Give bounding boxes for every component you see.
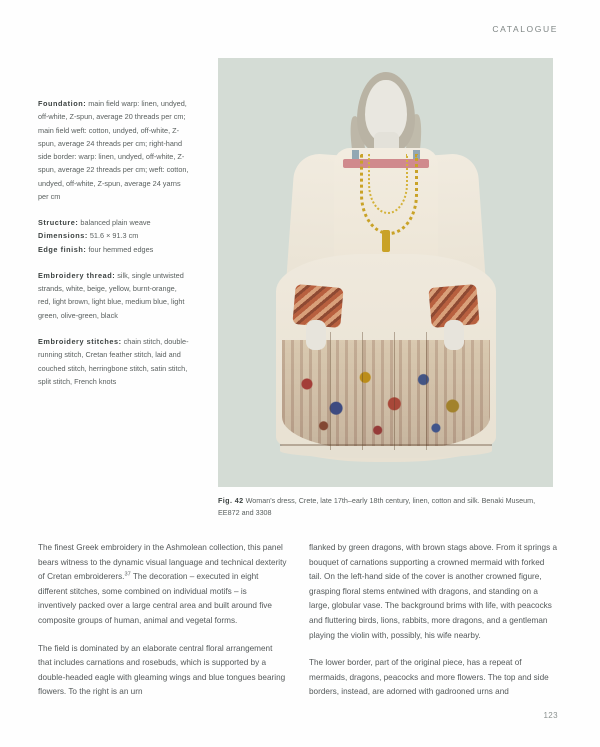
skirt-pleat [426, 332, 428, 450]
spec-value-embroidery-stitches: chain stitch, double-running stitch, Cretan feather stitch, laid and couched stitch, herringbone stitch, satin stitch, split stitch, French knots [38, 336, 189, 386]
spec-label-dimensions: Dimensions: [38, 231, 88, 241]
spec-value-edge-finish: four hemmed edges [86, 244, 154, 254]
spec-value-structure: balanced plain weave [78, 218, 151, 228]
body-column-left [38, 541, 287, 700]
hem-edge-band [280, 446, 492, 458]
gold-chain-necklace-inner [368, 154, 408, 214]
figure-caption [218, 495, 553, 520]
spec-label-structure: Structure: [38, 218, 79, 228]
necklace-pendant [382, 230, 390, 252]
spec-block-structure-group [38, 216, 190, 256]
spec-label-embroidery-thread: Embroidery thread: [38, 270, 116, 280]
skirt-pleat [362, 332, 364, 450]
spec-block-embroidery-stitches [38, 335, 190, 388]
running-header: CATALOGUE [492, 24, 558, 34]
body-text-columns [38, 541, 558, 700]
technical-specs-sidebar [38, 97, 190, 388]
spec-label-foundation: Foundation: [38, 99, 87, 108]
spec-label-embroidery-stitches: Embroidery stitches: [38, 336, 122, 346]
dress-photograph [218, 58, 553, 487]
mannequin-hand-right [444, 320, 464, 350]
mannequin-hand-left [306, 320, 326, 350]
body-column-right [309, 541, 558, 700]
figure-42 [218, 58, 553, 520]
page-number: 123 [543, 711, 558, 720]
skirt-pleat [330, 332, 332, 450]
paragraph: The lower border, part of the original piece, has a repeat of mermaids, dragons, peacocks and more flowers. The top and side borders, instead, are adorned with gadrooned urns and [309, 658, 549, 697]
footnote-marker: 37 [124, 571, 131, 578]
spec-label-edge-finish: Edge finish: [38, 244, 87, 254]
figure-caption-label: Fig. 42 [218, 496, 244, 505]
paragraph [38, 541, 287, 629]
spec-value-embroidery-thread: silk, single untwisted strands, white, beige, yellow, burnt-orange, red, light brown, light blue, medium blue, light green, olive-green, black [38, 270, 185, 320]
spec-value-dimensions: 51.6 × 91.3 cm [87, 231, 139, 241]
paragraph-text-tail: The decoration – executed in eight different stitches, some combined on individual motifs – is inventively packed over a large central area and built around five composite groups of human, animal and vegetal forms. [38, 572, 272, 625]
spec-value-foundation: main field warp: linen, undyed, off-white, Z-spun, average 20 threads per cm; main field weft: cotton, undyed, off-white, Z-spun, average 24 threads per cm; right-hand side border: warp: linen, undyed, off-white, Z-spun, average 22 threads per cm; weft: cotton, undyed, off-white, Z-spun, average 24 yarns per cm [38, 99, 189, 201]
spec-block-foundation [38, 97, 190, 203]
paragraph: flanked by green dragons, with brown stags above. From it springs a bouquet of carnations supporting a crowned mermaid with forked tail. On the left-hand side of the cover is another crowned figure, grasping floral stems entwined with dragons, and standing on a large, globular vase. The background brims with life, with peacocks and fluttering birds, lions, rabbits, more dragons, and a gentleman playing the violin with, possibly, his wife nearby. [309, 543, 558, 640]
spec-block-embroidery-thread [38, 269, 190, 322]
figure-caption-text: Woman's dress, Crete, late 17th–early 18th century, linen, cotton and silk. Benaki Museum, EE872 and 3308 [218, 496, 536, 518]
paragraph: The field is dominated by an elaborate central floral arrangement that includes carnations and rosebuds, which is supported by a double-headed eagle with gleaming wings and blue tongues bearing flowers. To the right is an urn [38, 643, 286, 697]
skirt-pleat [394, 332, 396, 450]
paragraph-text: The finest Greek embroidery in the Ashmolean collection, this panel bears witness to the dynamic visual language and technical dexterity of Cretan embroiderers. [38, 543, 287, 582]
hem-embroidery-band [282, 340, 490, 450]
